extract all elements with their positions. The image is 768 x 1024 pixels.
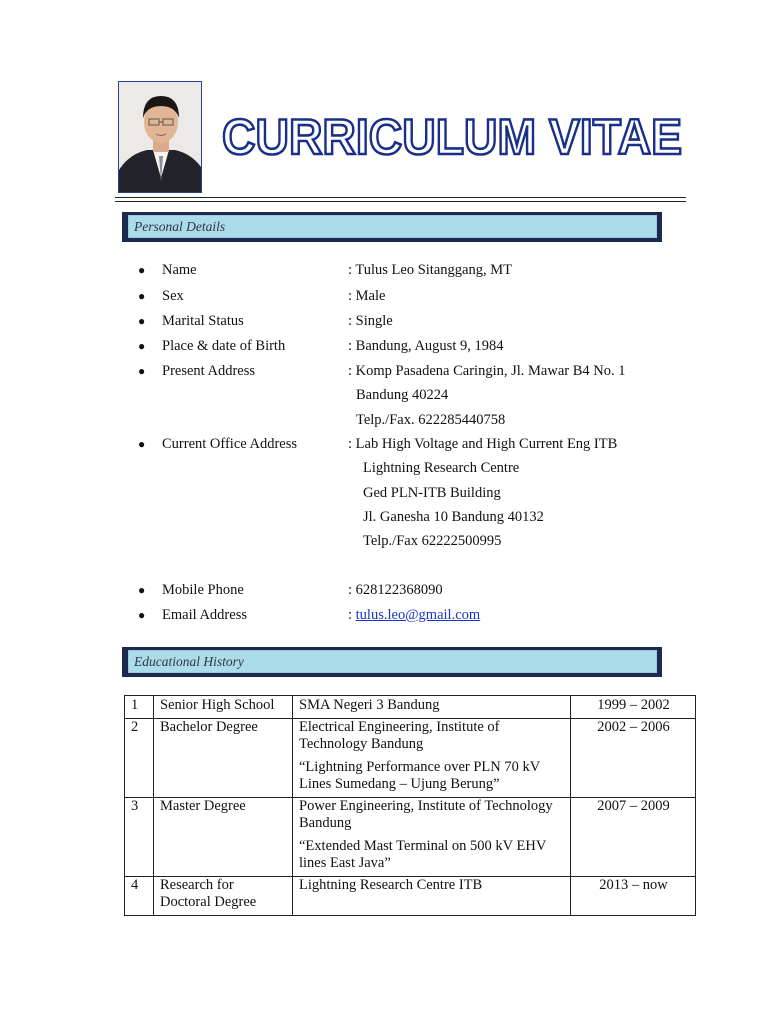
marital-value: : Single bbox=[348, 313, 393, 329]
title-text: CURRICULUM VITAE bbox=[222, 109, 682, 165]
office-address-value: : Lab High Voltage and High Current Eng ITB bbox=[348, 436, 618, 452]
bullet-icon: ● bbox=[138, 289, 146, 303]
marital-label: Marital Status bbox=[162, 313, 244, 329]
row-number: 2 bbox=[125, 719, 154, 798]
sex-value: : Male bbox=[348, 288, 386, 304]
name-label: Name bbox=[162, 262, 197, 278]
bullet-icon: ● bbox=[138, 339, 146, 353]
email-label: Email Address bbox=[162, 607, 247, 623]
thesis-title: “Lightning Performance over PLN 70 kV Lines Sumedang – Ujung Berung” bbox=[299, 759, 540, 792]
institution: Electrical Engineering, Institute of Technology Bandung bbox=[299, 719, 500, 752]
institution: Lightning Research Centre ITB bbox=[293, 877, 571, 916]
degree-level: Senior High School bbox=[154, 696, 293, 719]
present-address-label: Present Address bbox=[162, 363, 256, 379]
present-address-value: : Komp Pasadena Caringin, Jl. Mawar B4 No. 1 bbox=[348, 363, 626, 379]
degree-level: Bachelor Degree bbox=[154, 719, 293, 798]
row-number: 1 bbox=[125, 696, 154, 719]
degree-level: Research for Doctoral Degree bbox=[154, 877, 293, 916]
personal-details-header bbox=[122, 212, 662, 242]
office-address-line4: Jl. Ganesha 10 Bandung 40132 bbox=[363, 509, 544, 525]
bullet-icon: ● bbox=[138, 364, 146, 378]
mobile-label: Mobile Phone bbox=[162, 582, 244, 598]
office-address-line3: Ged PLN-ITB Building bbox=[363, 485, 501, 501]
birth-value: : Bandung, August 9, 1984 bbox=[348, 338, 504, 354]
portrait-photo-image bbox=[119, 82, 202, 193]
year-range: 2002 – 2006 bbox=[571, 719, 696, 798]
email-value-wrap bbox=[348, 606, 480, 624]
table-row bbox=[125, 877, 696, 916]
year-range: 2007 – 2009 bbox=[571, 798, 696, 877]
table-row bbox=[125, 798, 696, 877]
bullet-icon: ● bbox=[138, 583, 146, 597]
present-address-line2: Bandung 40224 bbox=[356, 387, 449, 403]
education-header bbox=[122, 647, 662, 677]
office-address-line2: Lightning Research Centre bbox=[363, 460, 520, 476]
year-range: 2013 – now bbox=[571, 877, 696, 916]
bullet-icon: ● bbox=[138, 608, 146, 622]
present-address-line3: Telp./Fax. 622285440758 bbox=[356, 412, 506, 428]
birth-label: Place & date of Birth bbox=[162, 338, 286, 354]
email-link[interactable]: tulus.leo@gmail.com bbox=[355, 607, 481, 623]
email-colon: : bbox=[348, 607, 356, 623]
bullet-icon: ● bbox=[138, 437, 146, 451]
education-table bbox=[124, 695, 696, 916]
profile-photo bbox=[118, 81, 202, 193]
row-number: 4 bbox=[125, 877, 154, 916]
institution-cell bbox=[293, 798, 571, 877]
thesis-title: “Extended Mast Terminal on 500 kV EHV lines East Java” bbox=[299, 838, 547, 871]
institution: SMA Negeri 3 Bandung bbox=[293, 696, 571, 719]
row-number: 3 bbox=[125, 798, 154, 877]
divider-top bbox=[115, 197, 686, 198]
bullet-icon: ● bbox=[138, 263, 146, 277]
mobile-value: : 628122368090 bbox=[348, 582, 443, 598]
institution-cell bbox=[293, 719, 571, 798]
bullet-icon: ● bbox=[138, 314, 146, 328]
office-address-label: Current Office Address bbox=[162, 436, 298, 452]
office-address-line5: Telp./Fax 62222500995 bbox=[363, 533, 502, 549]
name-value: : Tulus Leo Sitanggang, MT bbox=[348, 262, 512, 278]
year-range: 1999 – 2002 bbox=[571, 696, 696, 719]
table-row bbox=[125, 719, 696, 798]
page-title bbox=[212, 106, 692, 166]
divider-bottom bbox=[115, 201, 686, 202]
education-title: Educational History bbox=[128, 650, 657, 673]
degree-level: Master Degree bbox=[154, 798, 293, 877]
personal-details-title: Personal Details bbox=[128, 215, 657, 238]
table-row bbox=[125, 696, 696, 719]
institution: Power Engineering, Institute of Technology Bandung bbox=[299, 798, 553, 831]
sex-label: Sex bbox=[162, 288, 184, 304]
